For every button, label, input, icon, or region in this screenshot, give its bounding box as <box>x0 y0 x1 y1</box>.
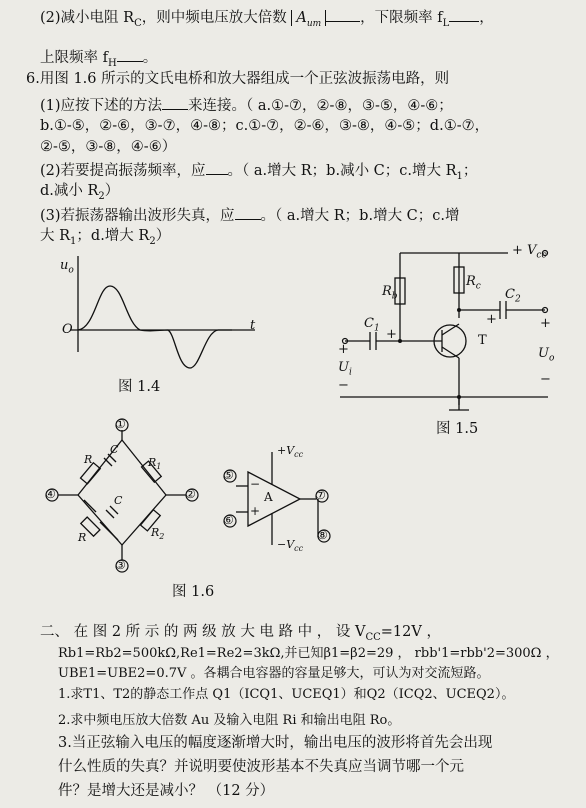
fig16-node7: ⑦ <box>315 488 326 502</box>
fig15-c2-sub: 2 <box>514 294 521 305</box>
q6-text: 来连接。（ a.①-⑦，②-⑧，③-⑤，④-⑥； <box>188 98 453 114</box>
fig15-uo <box>538 346 554 364</box>
q6-text: 大 R <box>40 228 71 244</box>
fig16-node5: ⑤ <box>223 468 234 482</box>
q5-text: (2)减小电阻 R <box>40 10 135 26</box>
q6-sub: 1 <box>70 235 77 247</box>
q2-line5: 2.求中频电压放大倍数 Au 及输入电阻 Ri 和输出电阻 Ro。 <box>58 713 401 728</box>
q5-sub: L <box>442 17 450 29</box>
fig15-rb-label <box>382 284 398 302</box>
q6-text: (3)若振荡器输出波形失真，应 <box>40 208 235 224</box>
fig16-r2-sub: 2 <box>159 532 165 542</box>
q6-text: 。（ a.增大 R；b.减小 C；c.增大 R <box>227 163 457 179</box>
fig15-c2-text: C <box>505 287 515 302</box>
q5-text: 上限频率 f <box>40 50 108 66</box>
q6-text: ） <box>104 183 120 199</box>
fig14-caption: 图 1.4 <box>118 379 161 395</box>
fig16-node8: ⑧ <box>317 528 328 542</box>
fig15-vcc-sub: cc <box>536 250 547 261</box>
aum-symbol: A <box>296 10 307 26</box>
q2-line4: 1.求T1、T2的静态工作点 Q1（ICQ1、UCEQ1）和Q2（ICQ2、UCEQ2）。 <box>58 687 515 702</box>
fig15-c1-text: C <box>364 316 374 331</box>
q2-text: =12V ， <box>380 624 441 640</box>
aum-sub: um <box>306 18 322 29</box>
fig16-amp-label: A <box>264 490 273 504</box>
fig16-r2-text: R <box>151 526 160 539</box>
fig16-r2-label <box>151 526 164 541</box>
fig14-ylabel-sub: o <box>68 265 74 276</box>
fig16-vminus-text: −V <box>277 538 295 551</box>
q6-text: 。（ a.增大 R；b.增大 C；c.增 <box>260 208 460 224</box>
fig15-rc-sub: c <box>475 281 481 292</box>
q2-sub: CC <box>365 631 381 643</box>
fig15-c2-plus: + <box>486 312 497 327</box>
fig16-r1-label <box>148 456 161 471</box>
q6-sub: 2 <box>98 190 105 202</box>
fig15-rb-sub: b <box>391 291 398 302</box>
fig16-vplus <box>277 444 303 459</box>
q2-text: b1=Rb2=500kΩ,Re1=Re2=3kΩ,并已知β1=β2=29 ， rbb'1=rbb'2=300Ω ， <box>67 646 559 661</box>
fig15-c1-sub: 1 <box>373 323 380 334</box>
fig15-in-plus: + <box>338 342 349 357</box>
q5-text: 。 <box>142 50 158 66</box>
q6-text: (2)若要提高振荡频率，应 <box>40 163 206 179</box>
fig15-out-minus: − <box>540 372 551 387</box>
fig15-vcc <box>512 243 547 261</box>
fig16-r2-bridge-label: R <box>78 531 87 544</box>
fig16-vminus-sub: cc <box>294 544 304 554</box>
fig15-c2-label <box>505 287 521 305</box>
q2-line8: 件？是增大还是减小？ （12 分） <box>58 783 275 799</box>
fig16-c-label: C <box>110 443 119 456</box>
q2-line3: UBE1=UBE2=0.7V 。各耦合电容器的容量足够大，可认为对交流短路。 <box>58 666 490 681</box>
q5-sub: H <box>107 57 117 69</box>
q6-text: ） <box>155 228 171 244</box>
q6-text: ； <box>462 163 478 179</box>
fig16-node4: ④ <box>45 487 56 501</box>
fig16-c2-label: C <box>114 494 123 507</box>
q5-sub: C <box>134 17 142 29</box>
fig16-node3: ③ <box>115 558 126 572</box>
q5-text: ，下限频率 f <box>360 10 443 26</box>
fig16-vminus <box>277 538 303 553</box>
q2-text: 二、 在 图 2 所 示 的 两 级 放 大 电 路 中 ， 设 V <box>40 624 366 640</box>
fig16-r1-sub: 1 <box>156 462 162 472</box>
fig16-node6: ⑥ <box>223 513 234 527</box>
fig15-ui-text: U <box>338 360 349 375</box>
q2-text: R <box>58 646 68 661</box>
fig14-ylabel-text: u <box>60 258 69 273</box>
fig14-ylabel <box>60 258 74 276</box>
q6-text: d.减小 R <box>40 183 99 199</box>
fig15-out-plus: + <box>540 316 551 331</box>
fig15-c1-plus: + <box>386 327 397 342</box>
fig16-r-label: R <box>84 453 93 466</box>
fig15-vcc-text: + V <box>512 243 537 258</box>
fig16-vplus-sub: cc <box>294 450 304 460</box>
fig14-xlabel: t <box>250 318 256 333</box>
q2-line7: 什么性质的失真？并说明要使波形基本不失真应当调节哪一个元 <box>58 759 464 775</box>
fig15-ui <box>338 360 352 378</box>
fig15-c1-label <box>364 316 380 334</box>
fig16-caption: 图 1.6 <box>172 584 215 600</box>
fig14-origin: O <box>62 322 73 337</box>
fig16-node2: ② <box>185 487 196 501</box>
fig16-vplus-text: +V <box>277 444 295 457</box>
fig16-r1-text: R <box>148 456 157 469</box>
q6-text: (1)应按下述的方法 <box>40 98 163 114</box>
fig15-rc-text: R <box>466 274 476 289</box>
fig16-node1: ① <box>115 417 126 431</box>
fig15-t-label: T <box>478 333 487 348</box>
fig16-minus: − <box>250 477 261 491</box>
fig16-plus: + <box>250 504 261 518</box>
q5-line-2: (2)减小电阻 $R_C$，则中频电压放大倍数 $A_{um}$ ，下限频率 $f_L$ ， <box>40 7 494 33</box>
q6-sub: 2 <box>149 235 156 247</box>
fig15-rc-label <box>466 274 481 292</box>
fig15-ui-sub: i <box>348 367 352 378</box>
fig15-rb-text: R <box>382 284 392 299</box>
fig15-uo-sub: o <box>548 353 555 364</box>
fig15-caption: 图 1.5 <box>436 421 479 437</box>
fig15-uo-text: U <box>538 346 549 361</box>
q2-line2 <box>58 645 559 663</box>
q6-sub: 1 <box>456 170 463 182</box>
fig15-in-minus: − <box>338 378 349 393</box>
q6-title: 6.用图 1.6 所示的文氏电桥和放大器组成一个正弦波振荡电路，则 <box>26 71 450 87</box>
q2-line6: 3.当正弦输入电压的幅度逐渐增大时，输出电压的波形将首先会出现 <box>58 735 493 751</box>
q5-text: ，则中频电压放大倍数 <box>141 10 287 26</box>
fig14-waveform <box>78 286 232 368</box>
q6-part1-opts: b.①-⑤，②-⑥，③-⑦，④-⑧；c.①-⑦，②-⑥，③-⑧，④-⑤；d.①-⑦， <box>40 118 490 134</box>
q6-text: ；d.增大 R <box>76 228 150 244</box>
q6-part1-opts2: ②-⑤，③-⑧，④-⑥） <box>40 139 177 155</box>
q2-line1 <box>40 623 441 647</box>
